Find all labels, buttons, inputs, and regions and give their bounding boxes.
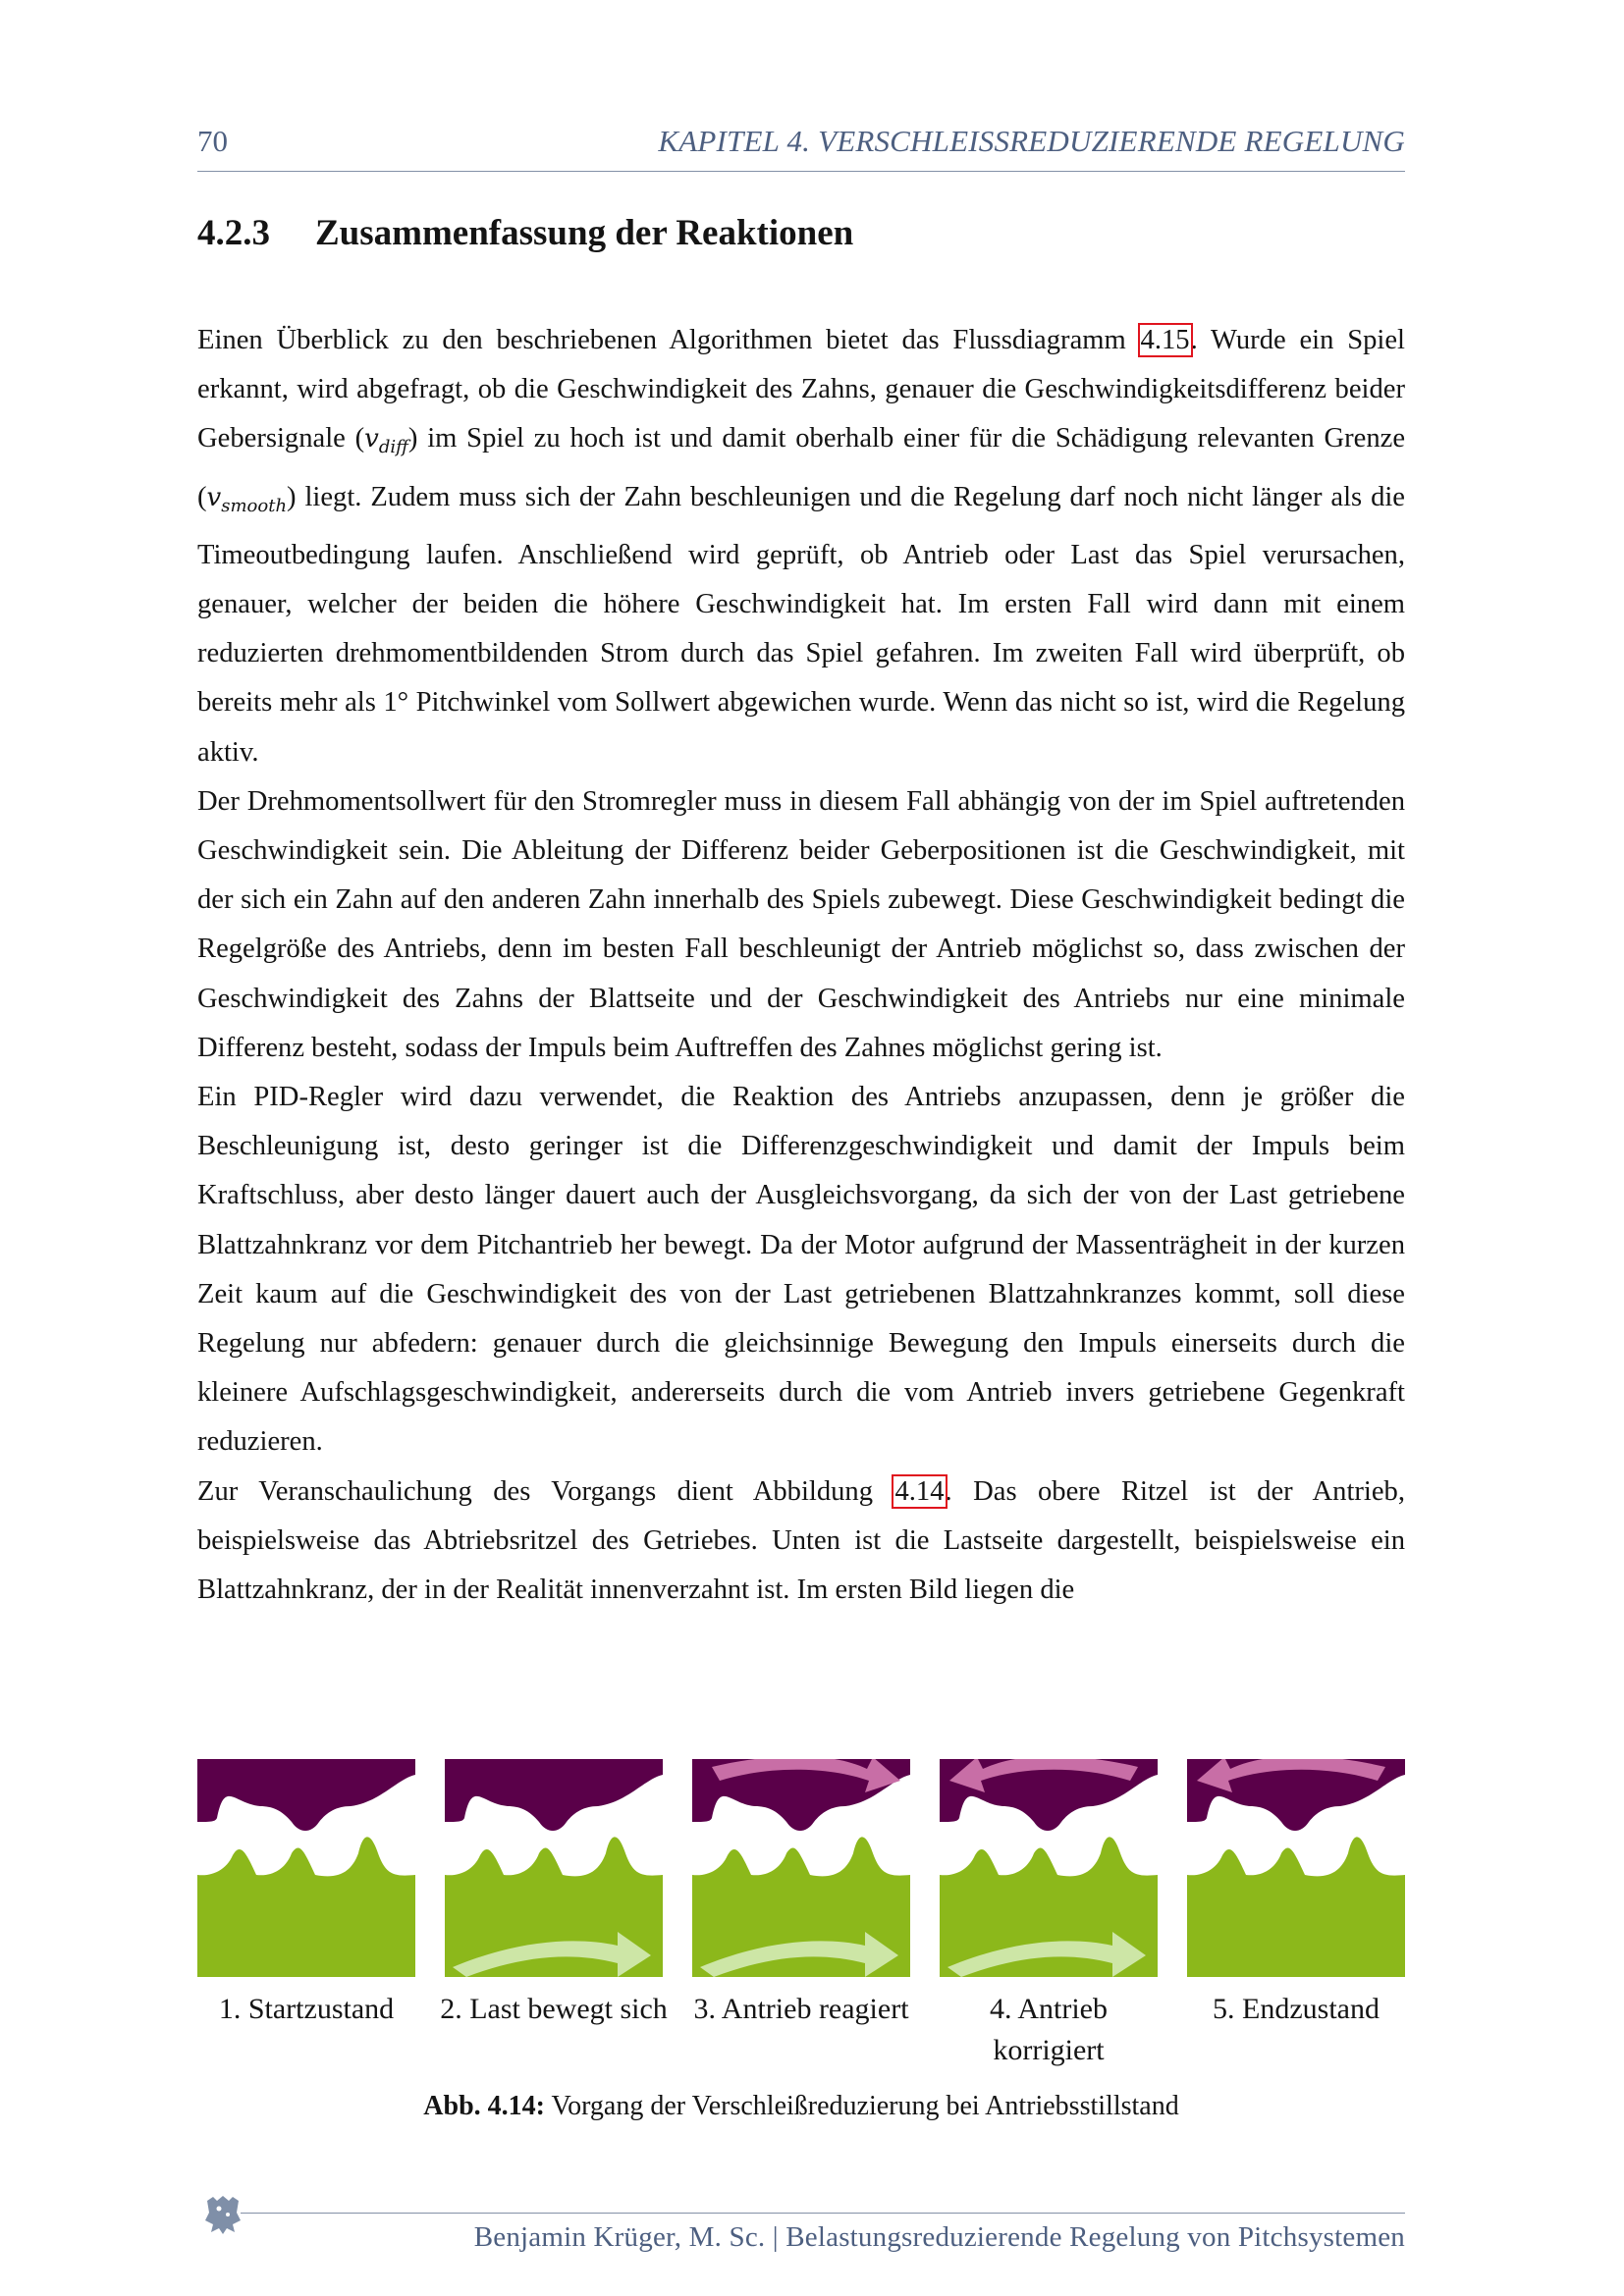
- panel-caption: 2. Last bewegt sich: [440, 1993, 668, 2025]
- figure-ref-link[interactable]: 4.14: [894, 1475, 945, 1507]
- running-header: [197, 124, 1405, 172]
- panel-caption: 4. Antrieb korrigiert: [990, 1993, 1108, 2066]
- crest-logo-icon: [199, 2191, 246, 2238]
- figure-panel-2: [440, 1759, 668, 2030]
- figure-panel-5: [1187, 1759, 1405, 2030]
- figure-caption: [197, 2091, 1405, 2122]
- section-title: Zusammenfassung der Reaktionen: [315, 213, 854, 253]
- figure-panel-4: [940, 1759, 1158, 2071]
- chapter-title: KAPITEL 4. VERSCHLEISSREDUZIERENDE REGELUNG: [658, 124, 1405, 158]
- paragraph-1: Einen Überblick zu den beschriebenen Algorithmen bietet das Flussdiagramm 4.15. Wurde ein Spiel erkannt, wird abgefragt, ob die Geschwindigkeit des Zahns, genauer die Geschwindigkeitsdifferenz beider Gebersignale $(v_{diff})$ im Spiel zu hoch ist und damit oberhalb einer für die Schädigung relevanten Grenze $(v_{smooth})$ liegt. Zudem muss sich der Zahn beschleunigen und die Regelung darf noch nicht länger als die Timeoutbedingung laufen. Anschließend wird geprüft, ob Antrieb oder Last das Spiel verursachen, genauer, welcher der beiden die höhere Geschwindigkeit hat. Im ersten Fall wird dann mit einem reduzierten drehmomentbildenden Strom durch das Spiel gefahren. Im zweiten Fall wird überprüft, ob bereits mehr als 1° Pitchwinkel vom Sollwert abgewichen wurde. Wenn das nicht so ist, wird die Regelung aktiv.: [197, 325, 1406, 768]
- math-v-smooth: $v_{smooth}$: [206, 482, 288, 516]
- footer-rule: [241, 2213, 1405, 2214]
- figure-gear-sequence: [197, 1759, 1405, 2066]
- figure-panel-1: [197, 1759, 415, 2030]
- gear-illustration: [692, 1759, 910, 1977]
- gear-illustration: [940, 1759, 1158, 1977]
- figure-ref-link[interactable]: 4.15: [1140, 325, 1190, 355]
- math-v-diff: $v_{diff}$: [364, 424, 408, 458]
- page-footer: Benjamin Krüger, M. Sc. | Belastungsreduzierende Regelung von Pitchsystemen: [473, 2221, 1405, 2253]
- figure-caption-label: Abb. 4.14:: [423, 2091, 545, 2121]
- paragraph-4: Zur Veranschaulichung des Vorgangs dient Abbildung 4.14. Das obere Ritzel ist der Antrieb, beispielsweise das Abtriebsritzel des Getriebes. Unten ist die Lastseite dargestellt, beispielsweise ein Blattzahnkranz, der in der Realität innenverzahnt ist. Im ersten Bild liegen die: [197, 1475, 1406, 1606]
- figure-caption-text: Vorgang der Verschleißreduzierung bei Antriebsstillstand: [545, 2091, 1179, 2121]
- gear-illustration: [445, 1759, 663, 1977]
- section-number: 4.2.3: [197, 213, 270, 253]
- section-heading: [197, 212, 853, 254]
- page-number: 70: [197, 124, 228, 158]
- gear-illustration: [1187, 1759, 1405, 1977]
- figure-panel-3: [692, 1759, 910, 2030]
- gear-illustration: [197, 1759, 415, 1977]
- body-text: [197, 316, 1405, 1615]
- panel-caption: 1. Startzustand: [218, 1993, 395, 2025]
- panel-caption: 5. Endzustand: [1213, 1993, 1380, 2025]
- panel-caption: 3. Antrieb reagiert: [693, 1993, 909, 2025]
- paragraph-3: Ein PID-Regler wird dazu verwendet, die Reaktion des Antriebs anzupassen, denn je größer die Beschleunigung ist, desto geringer ist die Differenzgeschwindigkeit und damit der Impuls beim Kraftschluss, aber desto länger dauert auch der Ausgleichsvorgang, da sich der von der Last getriebene Blattzahnkranz vor dem Pitchantrieb her bewegt. Da der Motor aufgrund der Massenträgheit in der kurzen Zeit kaum auf die Geschwindigkeit des von der Last getriebenen Blattzahnkranzes kommt, soll diese Regelung nur abfedern: genauer durch die gleichsinnige Bewegung den Impuls einerseits durch die kleinere Aufschlagsgeschwindigkeit, andererseits durch die vom Antrieb invers getriebene Gegenkraft reduzieren.: [197, 1082, 1405, 1458]
- paragraph-2: Der Drehmomentsollwert für den Stromregler muss in diesem Fall abhängig von der im Spiel auftretenden Geschwindigkeit sein. Die Ableitung der Differenz beider Geberpositionen ist die Geschwindigkeit, mit der sich ein Zahn auf den anderen Zahn innerhalb des Spiels zubewegt. Diese Geschwindigkeit bedingt die Regelgröße des Antriebs, denn im besten Fall beschleunigt der Antrieb möglichst so, dass zwischen der Geschwindigkeit des Zahns der Blattseite und der Geschwindigkeit des Antriebs nur eine minimale Differenz besteht, sodass der Impuls beim Auftreffen des Zahnes möglichst gering ist.: [197, 785, 1405, 1063]
